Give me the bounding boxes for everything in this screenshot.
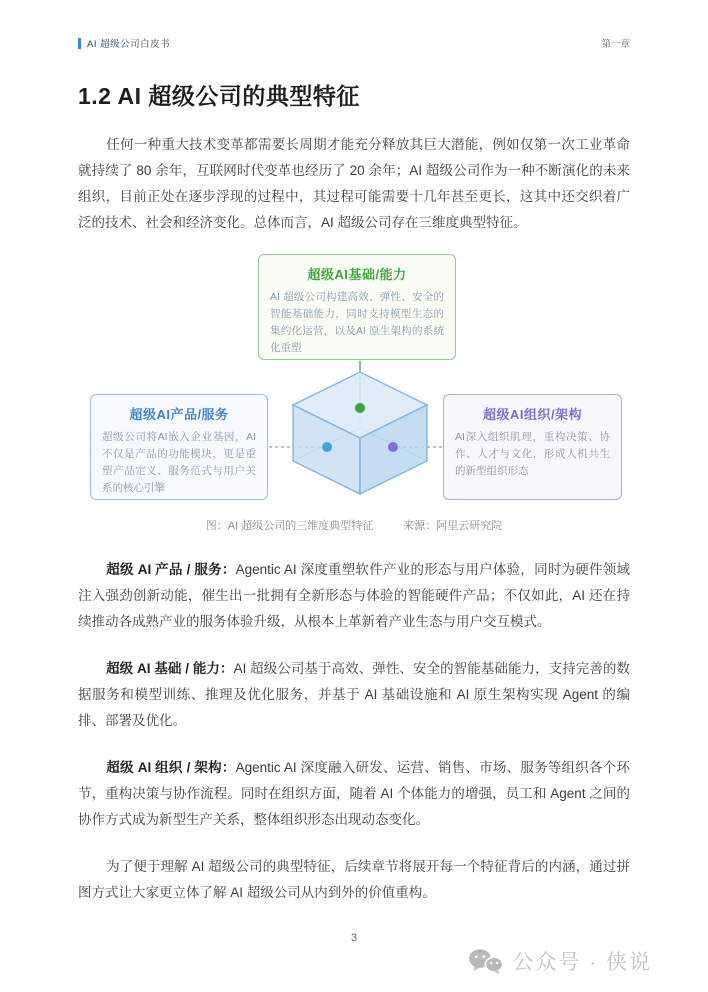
diagram-box-product: [90, 394, 268, 500]
paragraph-lead: 超级 AI 基础 / 能力：: [106, 661, 234, 676]
diagram-box-body: AI 超级公司构建高效、弹性、安全的智能基础能力，同时支持模型生态的集约化运营，以及AI 原生架构的系统化重塑: [270, 291, 444, 354]
section-title: 1.2 AI 超级公司的典型特征: [78, 83, 360, 109]
paragraph-text: AI 超级公司基于高效、弹性、安全的智能基础能力，支持完善的数据服务和模型训练、推理及优化服务，并基于 AI 基础设施和 AI 原生架构实现 Agent 的编排、部署及优化。: [78, 661, 630, 728]
diagram-box-organization: [443, 394, 622, 500]
paragraph-text: 为了便于理解 AI 超级公司的典型特征，后续章节将展开每一个特征背后的内涵，通过拼图方式让大家更立体了解 AI 超级公司从内到外的价值重构。: [78, 859, 630, 900]
figure-source-text: 来源：阿里云研究院: [403, 520, 503, 532]
paragraph: [78, 755, 630, 833]
paragraph: [78, 656, 630, 734]
page-number: 3: [350, 932, 358, 944]
header-brand: [78, 36, 170, 50]
paragraph-text: 任何一种重大技术变革都需要长周期才能充分释放其巨大潜能，例如仅第一次工业革命就持续了 80 余年，互联网时代变革也经历了 20 余年；AI 超级公司作为一种不断演化的未来组织，目前正处在逐步浮现的过程中，其过程可能需要十几年甚至更长，这其中还交织着广泛的技术、社会和经济变化。总体而言，AI 超级公司存在三维度典型特征。: [78, 137, 630, 230]
figure-caption-text: 图：AI 超级公司的三维度典型特征: [205, 520, 374, 532]
paragraph-text: Agentic AI 深度重塑软件产业的形态与用户体验，同时为硬件领域注入强劲创新动能，催生出一批拥有全新形态与体验的智能硬件产品；不仅如此，AI 还在持续推动各成熟产业的服务体验升级，从根本上革新着产业生态与用户交互模式。: [78, 562, 630, 629]
paragraph-text: Agentic AI 深度融入研发、运营、销售、市场、服务等组织各个环节，重构决策与协作流程。同时在组织方面，随着 AI 个体能力的增强，员工和 Agent 之间的协作方式成为新型生产关系，整体组织形态出现动态变化。: [78, 760, 630, 827]
watermark: [468, 946, 652, 976]
three-dimensions-diagram: [78, 254, 630, 508]
figure-caption: [78, 517, 630, 533]
diagram-box-body: AI深入组织肌理，重构决策、协作、人才与文化，形成人机共生的新型组织形态: [455, 431, 610, 477]
green-anchor-dot: [355, 403, 365, 413]
paragraph: [78, 854, 630, 906]
paragraph-lead: 超级 AI 产品 / 服务：: [106, 562, 236, 577]
paragraph: [78, 132, 630, 236]
watermark-text: 公众号 · 侠说: [512, 951, 652, 974]
diagram-box-foundation: [258, 254, 456, 360]
diagram-box-title: 超级AI基础/能力: [307, 267, 407, 282]
header-chapter-label: 第一章: [601, 39, 630, 50]
blue-anchor-dot: [322, 442, 332, 452]
wechat-icon: [468, 948, 504, 974]
diagram-box-title: 超级AI产品/服务: [129, 407, 229, 422]
diagram-box-title: 超级AI组织/架构: [482, 407, 583, 422]
purple-anchor-dot: [388, 442, 398, 452]
header-brand-label: AI 超级公司白皮书: [87, 39, 171, 50]
paragraph: [78, 557, 630, 635]
page-header: [78, 36, 630, 50]
diagram-box-body: 超级公司将AI嵌入企业基因，AI 不仅是产品的功能模块，更是重塑产品定义、服务范式与用户关系的核心引擎: [102, 431, 256, 494]
paragraph-lead: 超级 AI 组织 / 架构：: [106, 760, 236, 775]
accent-bar-icon: [78, 38, 81, 49]
